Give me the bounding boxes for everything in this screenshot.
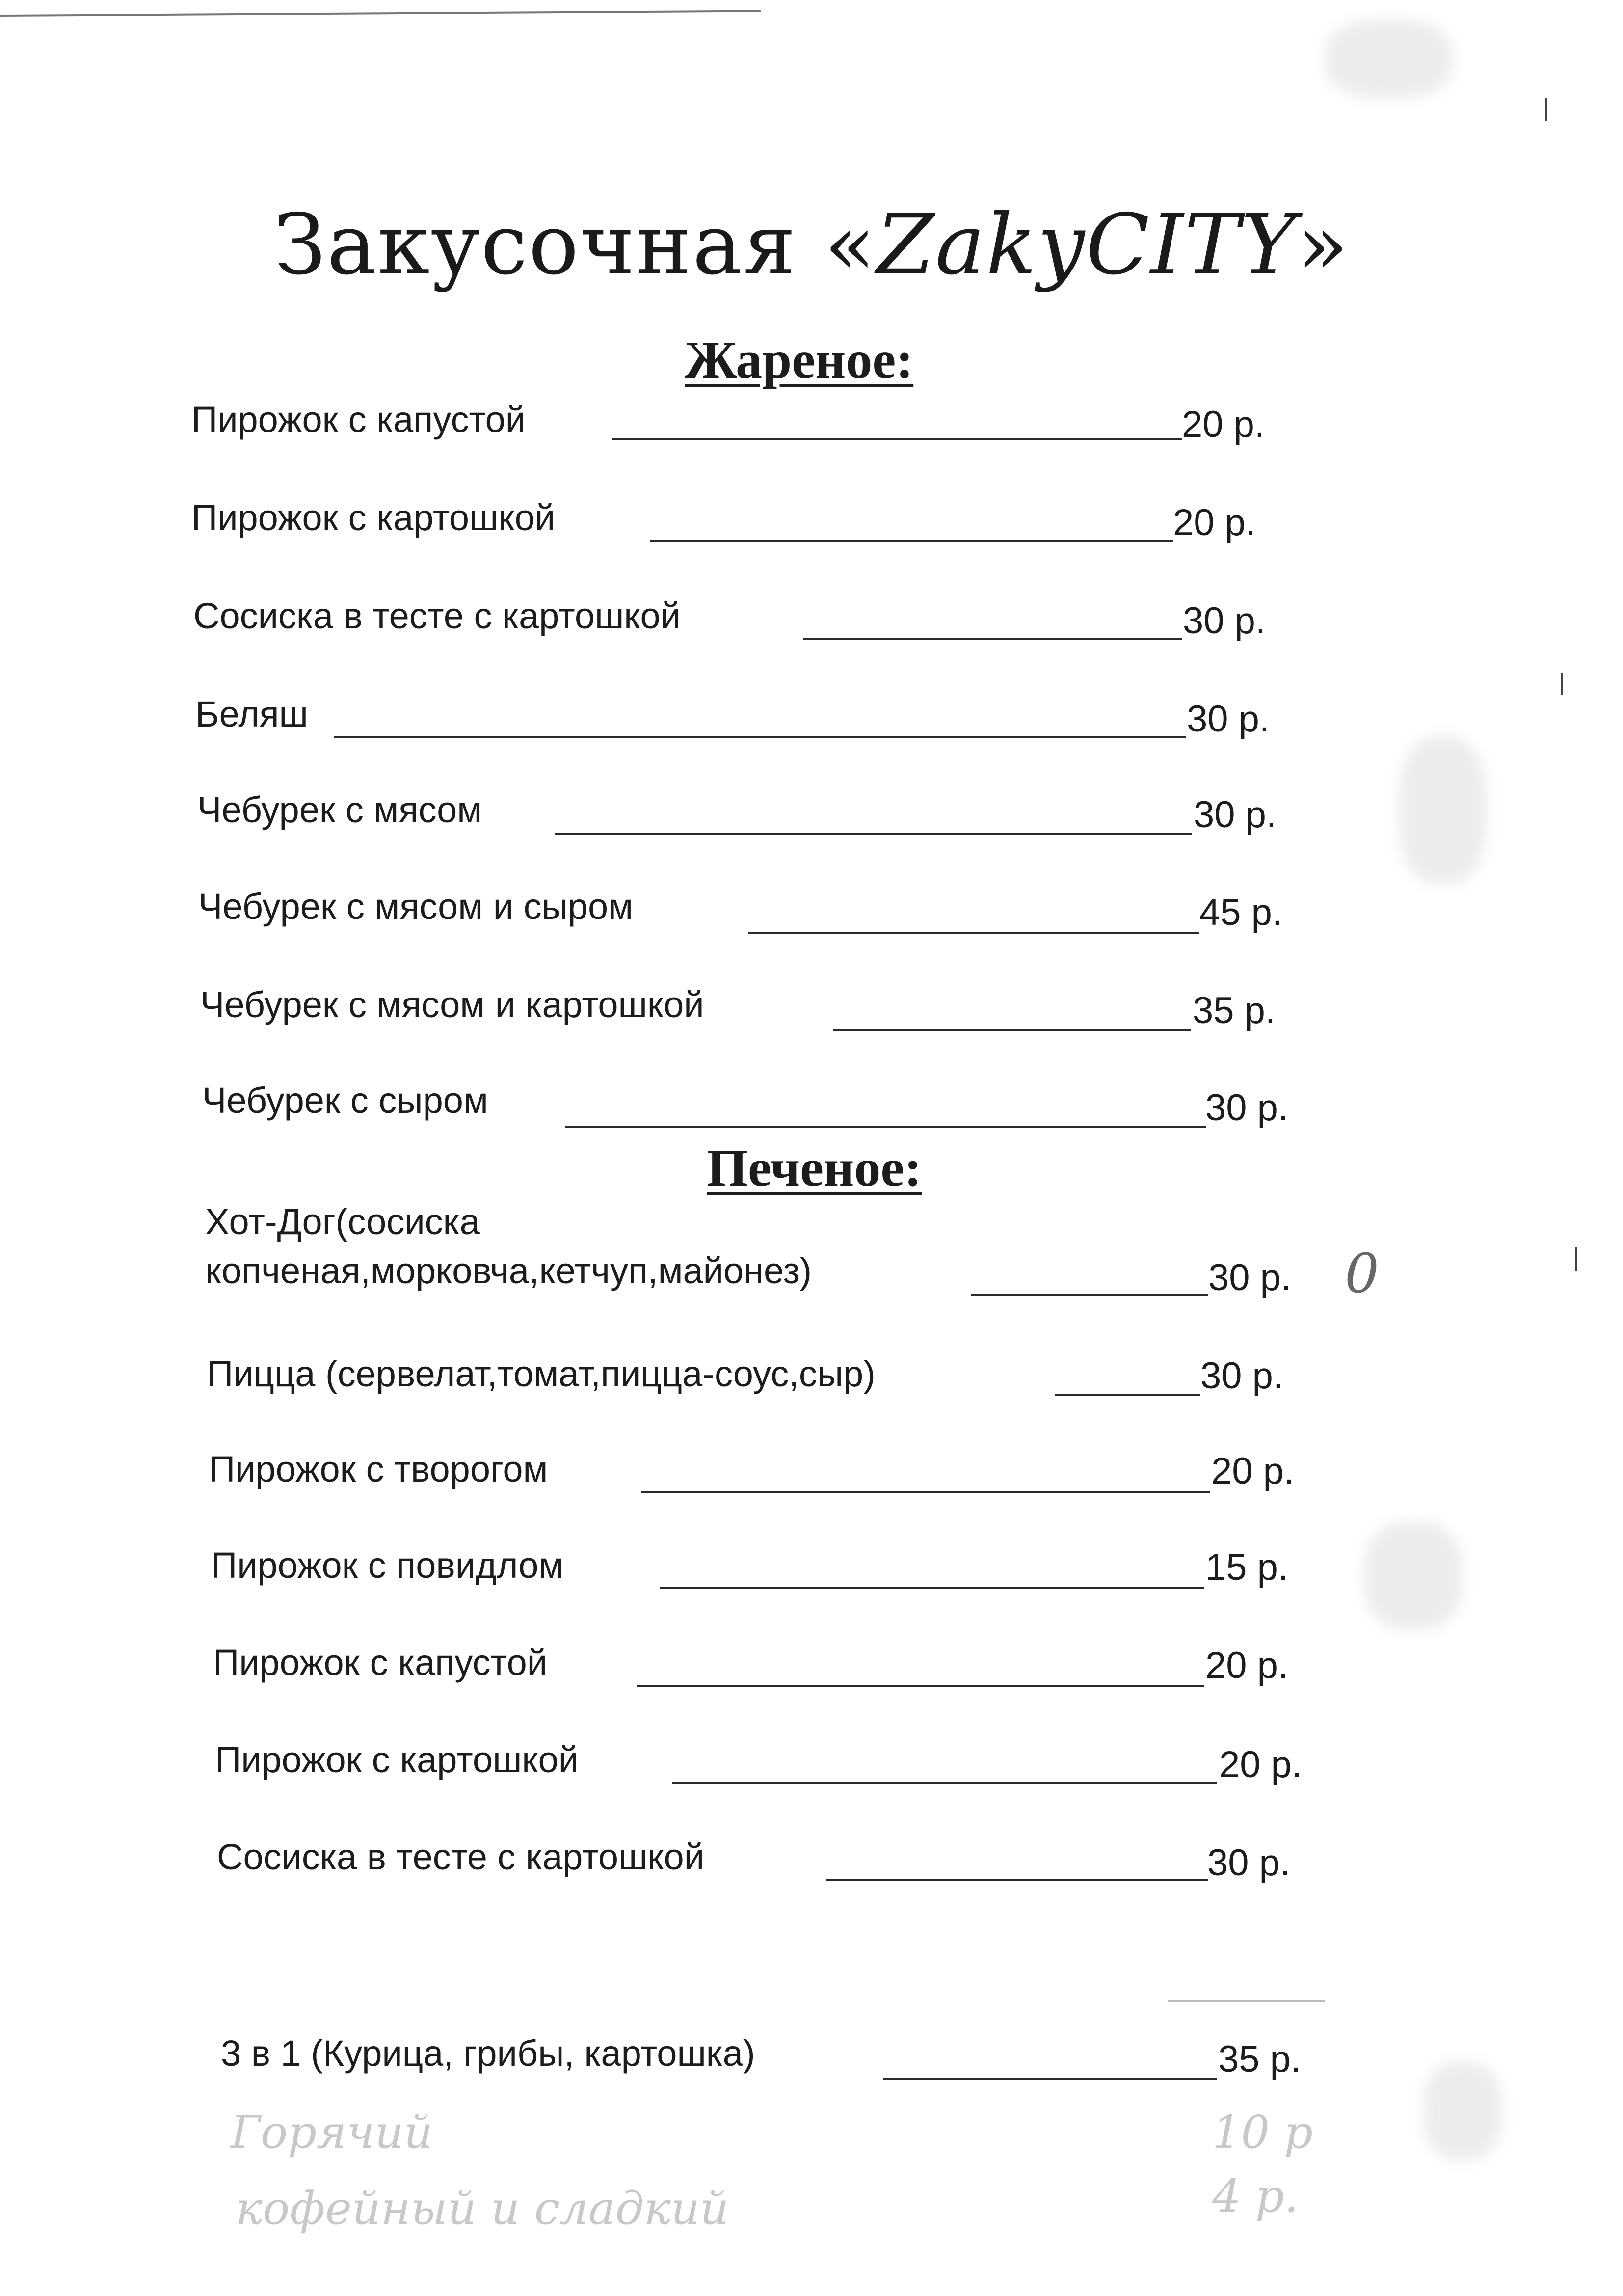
leader-line <box>833 1029 1191 1031</box>
leader-line <box>672 1782 1217 1784</box>
item-price: 20 р. <box>1182 404 1265 445</box>
item-price: 20 р. <box>1219 1744 1303 1785</box>
section-heading-baked: Печеное: <box>707 1139 922 1197</box>
leader-line <box>555 833 1192 835</box>
item-price: 45 р. <box>1199 891 1283 933</box>
item-name: Пирожок с картошкой <box>191 497 556 538</box>
scan-mark <box>1575 1247 1577 1271</box>
leader-line <box>612 438 1182 440</box>
leader-line <box>637 1685 1204 1687</box>
section-heading-fried: Жареное: <box>685 331 914 389</box>
leader-line <box>650 540 1173 542</box>
item-price: 30 р. <box>1207 1842 1291 1884</box>
title-brand: ZakyCITY <box>876 196 1297 294</box>
item-name: Пирожок с капустой <box>213 1642 548 1683</box>
item-name: Чебурек с мясом <box>197 789 482 830</box>
item-price: 30 р. <box>1205 1087 1289 1129</box>
item-price: 35 р. <box>1193 990 1276 1031</box>
faint-handwritten-price: 4 р. <box>1212 2170 1299 2222</box>
item-price: 35 р. <box>1218 2038 1302 2080</box>
leader-line <box>565 1126 1206 1128</box>
title-prefix: Закусочная « <box>274 196 877 294</box>
leader-line <box>660 1587 1204 1589</box>
leader-line <box>1055 1394 1200 1396</box>
item-name: Сосиска в тесте с картошкой <box>193 595 681 636</box>
item-name: Пирожок с повидлом <box>211 1545 564 1586</box>
item-name: Пицца (сервелат,томат,пицца-соус,сыр) <box>207 1353 876 1394</box>
item-name-line1: Хот-Дог(сосиска <box>205 1201 480 1242</box>
leader-line <box>826 1879 1208 1881</box>
item-name: Чебурек с мясом и сыром <box>198 886 634 927</box>
faint-handwritten-note: Горячий <box>231 2106 433 2159</box>
scan-line <box>1168 2000 1325 2002</box>
scan-edge-line <box>0 10 761 17</box>
leader-line <box>334 736 1186 738</box>
item-price: 30 р. <box>1208 1257 1292 1298</box>
leader-line <box>883 2078 1217 2080</box>
item-name: Чебурек с сыром <box>202 1080 488 1121</box>
leader-line <box>803 638 1182 640</box>
title-suffix: » <box>1297 196 1349 294</box>
scan-smudge <box>1399 736 1487 884</box>
scan-smudge <box>1325 20 1453 98</box>
item-price: 15 р. <box>1205 1546 1289 1588</box>
item-price: 30 р. <box>1194 794 1277 836</box>
scan-mark <box>1561 673 1563 695</box>
page-title <box>0 196 1623 294</box>
leader-line <box>641 1491 1210 1493</box>
item-price: 20 р. <box>1205 1645 1289 1686</box>
item-name: Пирожок с картошкой <box>215 1739 579 1780</box>
leader-line <box>748 932 1199 934</box>
item-name: Пирожок с творогом <box>209 1449 548 1489</box>
item-name: Сосиска в тесте с картошкой <box>217 1837 705 1877</box>
scan-smudge <box>1423 2062 1502 2160</box>
scan-mark <box>1545 98 1547 121</box>
faint-handwritten-price: 10 р <box>1212 2106 1313 2159</box>
item-name-line2: копченая,морковча,кетчуп,майонез) <box>205 1250 812 1291</box>
item-price: 30 р. <box>1187 698 1270 740</box>
faint-handwritten-note: кофейный и сладкий <box>236 2182 729 2235</box>
item-name: Чебурек с мясом и картошкой <box>200 984 704 1025</box>
leader-line <box>971 1294 1208 1296</box>
item-price: 20 р. <box>1173 502 1256 543</box>
handwritten-note: 0 <box>1345 1242 1379 1305</box>
item-name: Пирожок с капустой <box>191 399 526 440</box>
scan-smudge <box>1364 1522 1463 1630</box>
item-price: 30 р. <box>1183 600 1266 642</box>
item-price: 20 р. <box>1211 1450 1295 1492</box>
item-name: 3 в 1 (Курица, грибы, картошка) <box>221 2033 755 2074</box>
item-name: Беляш <box>195 694 308 734</box>
item-price: 30 р. <box>1200 1355 1284 1397</box>
